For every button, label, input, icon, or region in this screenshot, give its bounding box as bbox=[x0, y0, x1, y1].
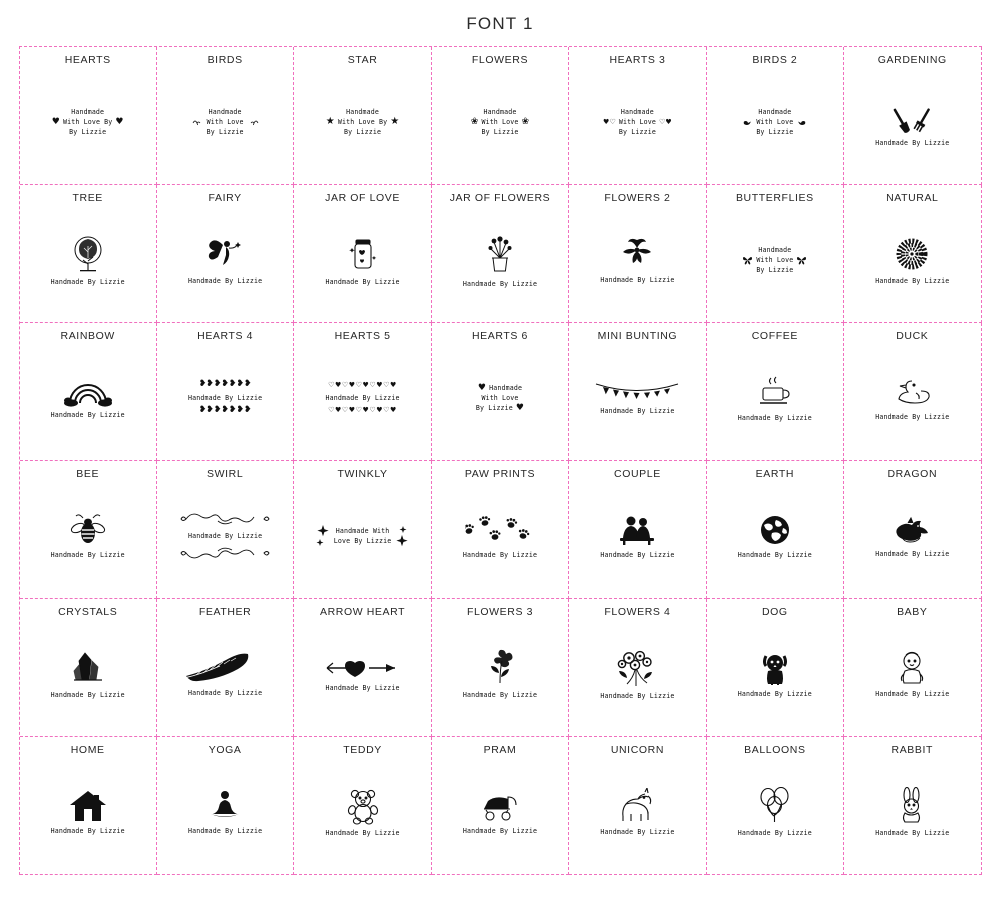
sample-art bbox=[157, 67, 293, 184]
flowers-3-icon bbox=[483, 649, 517, 687]
stamp-line-1: Handmade bbox=[758, 107, 792, 116]
flowers-4-icon bbox=[611, 648, 663, 688]
flowers-icon: ❀ bbox=[470, 116, 479, 127]
stamp-line-1: Handmade By Lizzie bbox=[600, 275, 675, 284]
teddy-bear-icon bbox=[345, 787, 381, 825]
cell-label: FAIRY bbox=[208, 192, 242, 204]
sample-art bbox=[707, 757, 843, 874]
sample-art bbox=[432, 343, 568, 460]
stamp-line-1: Handmade By Lizzie bbox=[875, 549, 950, 558]
stamp-text bbox=[51, 550, 125, 560]
stamp-line-3: By Lizzie bbox=[756, 266, 794, 275]
stamp-line-1: Handmade bbox=[758, 245, 792, 254]
sample-art bbox=[20, 67, 156, 184]
cell-label: RABBIT bbox=[891, 744, 934, 756]
stamp-line-2: Love By Lizzie bbox=[333, 537, 392, 546]
couple-icon bbox=[615, 513, 659, 547]
sample-cell-home[interactable] bbox=[20, 737, 157, 875]
sample-cell-birds[interactable] bbox=[157, 47, 294, 185]
stamp-text bbox=[600, 550, 674, 560]
crystals-icon bbox=[71, 649, 105, 687]
sample-cell-couple[interactable] bbox=[569, 461, 706, 599]
sample-cell-jar-of-love[interactable] bbox=[294, 185, 431, 323]
sample-art bbox=[157, 619, 293, 736]
stamp-line-1: Handmade By Lizzie bbox=[875, 689, 950, 698]
cell-label: HEARTS bbox=[64, 54, 111, 66]
sample-art bbox=[569, 481, 705, 598]
stamp-line-1: Handmade By Lizzie bbox=[462, 826, 538, 835]
stamp-text bbox=[188, 531, 262, 541]
stamp-text bbox=[476, 383, 524, 414]
cell-label: YOGA bbox=[208, 744, 242, 756]
stamp-text bbox=[52, 107, 124, 138]
sample-art bbox=[569, 67, 705, 184]
flowers-icon: ❀ bbox=[521, 116, 530, 127]
stamp-line-3: By Lizzie bbox=[481, 128, 519, 137]
stamp-text bbox=[51, 826, 125, 836]
stamp-text bbox=[334, 526, 392, 546]
stamp-text bbox=[188, 688, 262, 698]
stamp-line-3: By Lizzie bbox=[344, 128, 382, 137]
stamp-text bbox=[192, 107, 259, 138]
stamp-text bbox=[463, 690, 537, 700]
coffee-cup-icon bbox=[756, 374, 794, 410]
stamp-text bbox=[463, 279, 537, 289]
sample-art bbox=[294, 205, 430, 322]
stamp-text bbox=[875, 412, 949, 422]
rabbit-icon bbox=[896, 787, 928, 825]
stamp-line-2: With Love bbox=[742, 255, 807, 265]
sample-art bbox=[844, 67, 980, 184]
birds-2-icon bbox=[742, 118, 753, 127]
stamp-line-3: By Lizzie bbox=[206, 128, 244, 137]
sample-art bbox=[157, 343, 293, 460]
sample-art bbox=[707, 619, 843, 736]
stamp-line-1: Handmade By Lizzie bbox=[325, 828, 400, 837]
stamp-text bbox=[51, 410, 125, 420]
sample-cell-jar-of-flowers[interactable] bbox=[432, 185, 569, 323]
sample-cell-balloons[interactable] bbox=[707, 737, 844, 875]
stamp-line-1: Handmade By Lizzie bbox=[325, 277, 400, 286]
stamp-line-1: Handmade By Lizzie bbox=[50, 550, 125, 559]
birds-icon bbox=[247, 118, 259, 126]
cell-label: HEARTS 4 bbox=[197, 330, 254, 342]
sample-art bbox=[432, 481, 568, 598]
hearts-3-icon: ♡♥ bbox=[658, 117, 672, 126]
stamp-line-1: Handmade By Lizzie bbox=[600, 691, 675, 700]
cell-label: PAW PRINTS bbox=[464, 468, 536, 480]
stamp-line-3: By Lizzie ♥ bbox=[475, 402, 525, 413]
stamp-text bbox=[188, 276, 262, 286]
stamp-text bbox=[325, 828, 399, 838]
stamp-line-1: Handmade By Lizzie bbox=[737, 550, 812, 559]
star-icon: ★ bbox=[390, 116, 400, 128]
stamp-line-1: Handmade By Lizzie bbox=[875, 412, 950, 421]
sample-cell-baby[interactable] bbox=[844, 599, 981, 737]
sample-art bbox=[294, 481, 430, 598]
cell-label: BIRDS 2 bbox=[752, 54, 798, 66]
cell-label: COUPLE bbox=[614, 468, 661, 480]
stamp-line-2: With Love bbox=[192, 117, 259, 127]
cell-label: GARDENING bbox=[877, 54, 947, 66]
sample-art bbox=[707, 205, 843, 322]
sample-cell-rainbow[interactable] bbox=[20, 323, 157, 461]
hearts-icon: ♥ bbox=[115, 116, 124, 127]
stamp-text bbox=[875, 549, 949, 559]
natural-wreath-icon bbox=[893, 235, 931, 273]
sample-cell-mini-bunting[interactable] bbox=[569, 323, 706, 461]
paw-prints-icon bbox=[465, 513, 535, 547]
sample-cell-natural[interactable] bbox=[844, 185, 981, 323]
flowers-2-icon bbox=[615, 236, 659, 272]
hearts-3-icon: ♥♡ bbox=[603, 117, 616, 126]
cell-label: SWIRL bbox=[207, 468, 244, 480]
sample-art bbox=[294, 343, 430, 460]
sample-cell-feather[interactable] bbox=[157, 599, 294, 737]
sample-cell-flowers[interactable] bbox=[432, 47, 569, 185]
stamp-line-1: Handmade bbox=[208, 107, 242, 116]
hearts-4-icon: ❥❥❥❥❥❥❥ bbox=[198, 379, 252, 390]
hearts-5-icon: ♡♥♡♥♡♥♡♥♡♥ bbox=[328, 381, 397, 390]
cell-label: BABY bbox=[897, 606, 928, 618]
stamp-line-2: ♥ With Love By ♥ bbox=[51, 116, 124, 127]
jar-of-love-icon bbox=[346, 234, 380, 274]
sample-cell-hearts-5[interactable] bbox=[294, 323, 431, 461]
stamp-line-1: Handmade bbox=[483, 107, 517, 116]
cell-label: FLOWERS bbox=[471, 54, 529, 66]
stamp-line-1: Handmade By Lizzie bbox=[188, 394, 263, 403]
sample-cell-gardening[interactable] bbox=[844, 47, 981, 185]
sample-art bbox=[294, 757, 430, 874]
cell-label: FLOWERS 2 bbox=[604, 192, 671, 204]
cell-label: MINI BUNTING bbox=[597, 330, 678, 342]
cell-label: DRAGON bbox=[887, 468, 938, 480]
stamp-line-1: Handmade With bbox=[335, 527, 390, 536]
stamp-line-1: Handmade By Lizzie bbox=[875, 138, 950, 147]
sample-art bbox=[432, 67, 568, 184]
sample-art bbox=[844, 619, 980, 736]
jar-of-flowers-icon bbox=[482, 232, 518, 276]
sample-art bbox=[844, 343, 980, 460]
stamp-line-1: Handmade By Lizzie bbox=[875, 276, 950, 285]
sample-art bbox=[294, 67, 430, 184]
stamp-text bbox=[742, 107, 807, 138]
sample-art bbox=[569, 619, 705, 736]
butterflies-icon bbox=[796, 255, 807, 265]
birds-icon bbox=[192, 118, 204, 126]
stamp-text bbox=[600, 691, 674, 701]
stamp-text bbox=[463, 826, 537, 836]
stamp-text bbox=[325, 277, 399, 287]
sample-cell-arrow-heart[interactable] bbox=[294, 599, 431, 737]
hearts-6-icon: ♥ bbox=[477, 382, 487, 393]
dragon-icon bbox=[890, 514, 934, 546]
stamp-line-3: By Lizzie bbox=[756, 128, 794, 137]
sample-art bbox=[707, 67, 843, 184]
cell-label: HEARTS 5 bbox=[334, 330, 391, 342]
cell-label: FEATHER bbox=[198, 606, 252, 618]
yoga-icon bbox=[205, 789, 245, 823]
unicorn-icon bbox=[615, 788, 659, 824]
stamp-text bbox=[188, 393, 262, 403]
stamp-text bbox=[325, 393, 399, 403]
sample-art bbox=[157, 205, 293, 322]
stamp-line-1: Handmade By Lizzie bbox=[600, 550, 675, 559]
stamp-line-3: By Lizzie bbox=[69, 128, 107, 137]
dog-icon bbox=[758, 650, 792, 686]
sample-cell-hearts-6[interactable] bbox=[432, 323, 569, 461]
sample-art bbox=[707, 343, 843, 460]
stamp-line-1: Handmade By Lizzie bbox=[462, 690, 538, 699]
sample-cell-flowers-2[interactable] bbox=[569, 185, 706, 323]
sample-cell-crystals[interactable] bbox=[20, 599, 157, 737]
stamp-text bbox=[738, 689, 812, 699]
sample-cell-swirl[interactable] bbox=[157, 461, 294, 599]
feather-icon bbox=[182, 651, 268, 685]
stamp-line-1: Handmade By Lizzie bbox=[188, 688, 263, 697]
sample-art bbox=[157, 757, 293, 874]
sample-art bbox=[20, 343, 156, 460]
sample-art bbox=[20, 481, 156, 598]
stamp-text bbox=[875, 828, 949, 838]
sample-art bbox=[432, 757, 568, 874]
cell-label: HOME bbox=[70, 744, 105, 756]
stamp-text bbox=[51, 277, 125, 287]
gardening-tools-icon bbox=[891, 97, 933, 135]
sample-cell-unicorn[interactable] bbox=[569, 737, 706, 875]
stamp-text bbox=[875, 276, 949, 286]
swirl-icon bbox=[180, 510, 270, 528]
sample-cell-dragon[interactable] bbox=[844, 461, 981, 599]
sample-cell-yoga[interactable] bbox=[157, 737, 294, 875]
stamp-text bbox=[325, 683, 399, 693]
sample-cell-flowers-4[interactable] bbox=[569, 599, 706, 737]
sample-cell-bee[interactable] bbox=[20, 461, 157, 599]
cell-label: ARROW HEART bbox=[319, 606, 406, 618]
sample-art bbox=[20, 619, 156, 736]
sample-art bbox=[157, 481, 293, 598]
pram-icon bbox=[478, 789, 522, 823]
sample-cell-coffee[interactable] bbox=[707, 323, 844, 461]
stamp-line-1: Handmade By Lizzie bbox=[875, 828, 950, 837]
stamp-line-1: Handmade By Lizzie bbox=[50, 690, 125, 699]
twinkly-sparkles-icon bbox=[395, 523, 409, 549]
stamp-line-2: ♥♡ With Love ♡♥ bbox=[603, 117, 672, 127]
hearts-icon: ♥ bbox=[51, 116, 60, 127]
cell-label: STAR bbox=[347, 54, 378, 66]
stamp-line-3: By Lizzie bbox=[618, 128, 656, 137]
sample-art bbox=[844, 205, 980, 322]
hearts-6-icon: ♥ bbox=[515, 402, 525, 413]
tree-icon bbox=[68, 234, 108, 274]
stamp-line-2: ❀ With Love ❀ bbox=[470, 116, 530, 127]
sample-cell-twinkly[interactable] bbox=[294, 461, 431, 599]
stamp-line-1: Handmade By Lizzie bbox=[50, 277, 125, 286]
stamp-text bbox=[875, 138, 949, 148]
stamp-line-1: Handmade By Lizzie bbox=[600, 827, 675, 836]
sample-cell-star[interactable] bbox=[294, 47, 431, 185]
sample-cell-butterflies[interactable] bbox=[707, 185, 844, 323]
sample-art bbox=[844, 481, 980, 598]
cell-label: COFFEE bbox=[751, 330, 798, 342]
sample-cell-duck[interactable] bbox=[844, 323, 981, 461]
cell-label: TREE bbox=[72, 192, 103, 204]
sample-cell-hearts[interactable] bbox=[20, 47, 157, 185]
sample-cell-teddy[interactable] bbox=[294, 737, 431, 875]
sample-cell-tree[interactable] bbox=[20, 185, 157, 323]
cell-label: TWINKLY bbox=[337, 468, 388, 480]
stamp-text bbox=[738, 413, 812, 423]
stamp-line-1: Handmade By Lizzie bbox=[188, 826, 263, 835]
sample-art bbox=[294, 619, 430, 736]
cell-label: HEARTS 6 bbox=[472, 330, 528, 342]
rainbow-icon bbox=[62, 377, 114, 407]
stamp-line-1: Handmade By Lizzie bbox=[325, 394, 400, 403]
sample-art bbox=[20, 757, 156, 874]
arrow-heart-icon bbox=[323, 656, 403, 680]
stamp-text bbox=[51, 690, 125, 700]
stamp-text bbox=[326, 107, 400, 138]
sample-art bbox=[569, 205, 705, 322]
fairy-icon bbox=[205, 235, 245, 273]
sample-cell-hearts-3[interactable] bbox=[569, 47, 706, 185]
earth-globe-icon bbox=[758, 513, 792, 547]
stamp-text bbox=[188, 826, 262, 836]
sample-art bbox=[432, 619, 568, 736]
stamp-line-1: Handmade By Lizzie bbox=[188, 276, 263, 285]
sample-grid bbox=[19, 46, 982, 875]
sample-cell-earth[interactable] bbox=[707, 461, 844, 599]
stamp-text bbox=[603, 107, 672, 138]
hearts-5-icon: ♡♥♡♥♡♥♡♥♡♥ bbox=[328, 406, 397, 415]
butterflies-icon bbox=[742, 255, 753, 265]
page-title: FONT 1 bbox=[466, 14, 534, 33]
cell-label: RAINBOW bbox=[60, 330, 115, 342]
stamp-line-1: Handmade bbox=[346, 107, 380, 116]
stamp-line-1: Handmade By Lizzie bbox=[188, 532, 263, 541]
stamp-line-1: Handmade By Lizzie bbox=[462, 550, 538, 559]
sample-cell-fairy[interactable] bbox=[157, 185, 294, 323]
star-icon: ★ bbox=[325, 116, 335, 128]
stamp-line-1: Handmade bbox=[620, 107, 654, 116]
cell-label: FLOWERS 3 bbox=[466, 606, 534, 618]
sample-cell-paw-prints[interactable] bbox=[432, 461, 569, 599]
stamp-text bbox=[600, 406, 674, 416]
sample-art bbox=[569, 343, 705, 460]
sample-cell-birds-2[interactable] bbox=[707, 47, 844, 185]
sample-cell-flowers-3[interactable] bbox=[432, 599, 569, 737]
stamp-line-2: With Love bbox=[742, 117, 807, 127]
sample-art bbox=[707, 481, 843, 598]
house-icon bbox=[68, 789, 108, 823]
stamp-text bbox=[738, 550, 812, 560]
baby-icon bbox=[895, 650, 929, 686]
bee-icon bbox=[69, 513, 107, 547]
sample-cell-rabbit[interactable] bbox=[844, 737, 981, 875]
swirl-icon bbox=[180, 544, 270, 562]
sample-art bbox=[569, 757, 705, 874]
birds-2-icon bbox=[796, 118, 807, 127]
stamp-line-2: With Love bbox=[481, 394, 519, 403]
stamp-line-1: Handmade By Lizzie bbox=[325, 683, 400, 692]
stamp-line-1: Handmade By Lizzie bbox=[737, 689, 812, 698]
mini-bunting-icon bbox=[594, 381, 680, 403]
cell-label: EARTH bbox=[755, 468, 795, 480]
cell-label: BIRDS bbox=[207, 54, 243, 66]
stamp-line-1: Handmade By Lizzie bbox=[462, 279, 538, 288]
cell-label: BALLOONS bbox=[744, 744, 806, 756]
sample-art bbox=[432, 205, 568, 322]
stamp-line-1: Handmade bbox=[71, 107, 105, 116]
sample-cell-hearts-4[interactable] bbox=[157, 323, 294, 461]
stamp-line-1: Handmade By Lizzie bbox=[50, 410, 125, 419]
stamp-text bbox=[875, 689, 949, 699]
stamp-line-1: Handmade By Lizzie bbox=[600, 406, 675, 415]
cell-label: CRYSTALS bbox=[58, 606, 118, 618]
sample-cell-pram[interactable] bbox=[432, 737, 569, 875]
stamp-text bbox=[600, 827, 674, 837]
cell-label: HEARTS 3 bbox=[609, 54, 666, 66]
cell-label: JAR OF LOVE bbox=[325, 192, 400, 204]
stamp-line-1: Handmade By Lizzie bbox=[737, 413, 812, 422]
twinkly-layout bbox=[316, 523, 410, 549]
cell-label: TEDDY bbox=[343, 744, 382, 756]
stamp-text bbox=[600, 275, 674, 285]
stamp-line-1: Handmade By Lizzie bbox=[737, 828, 812, 837]
cell-label: JAR OF FLOWERS bbox=[449, 192, 551, 204]
cell-label: BUTTERFLIES bbox=[735, 192, 814, 204]
stamp-text bbox=[738, 828, 812, 838]
stamp-line-1: Handmade By Lizzie bbox=[50, 826, 125, 835]
hearts-4-icon: ❥❥❥❥❥❥❥ bbox=[198, 405, 252, 416]
stamp-line-2: ★ With Love By ★ bbox=[325, 116, 400, 128]
sample-art bbox=[844, 757, 980, 874]
cell-label: DUCK bbox=[896, 330, 929, 342]
cell-label: PRAM bbox=[483, 744, 517, 756]
stamp-text bbox=[471, 107, 529, 138]
duck-icon bbox=[892, 375, 932, 409]
cell-label: DOG bbox=[761, 606, 788, 618]
sample-cell-dog[interactable] bbox=[707, 599, 844, 737]
stamp-text bbox=[463, 550, 537, 560]
stamp-text bbox=[742, 245, 807, 276]
balloons-icon bbox=[757, 787, 793, 825]
twinkly-sparkles-icon bbox=[316, 523, 330, 549]
sample-art bbox=[20, 205, 156, 322]
stamp-line-1: ♥ Handmade bbox=[477, 382, 523, 393]
cell-label: BEE bbox=[76, 468, 100, 480]
cell-label: NATURAL bbox=[886, 192, 939, 204]
cell-label: FLOWERS 4 bbox=[604, 606, 671, 618]
cell-label: UNICORN bbox=[610, 744, 665, 756]
